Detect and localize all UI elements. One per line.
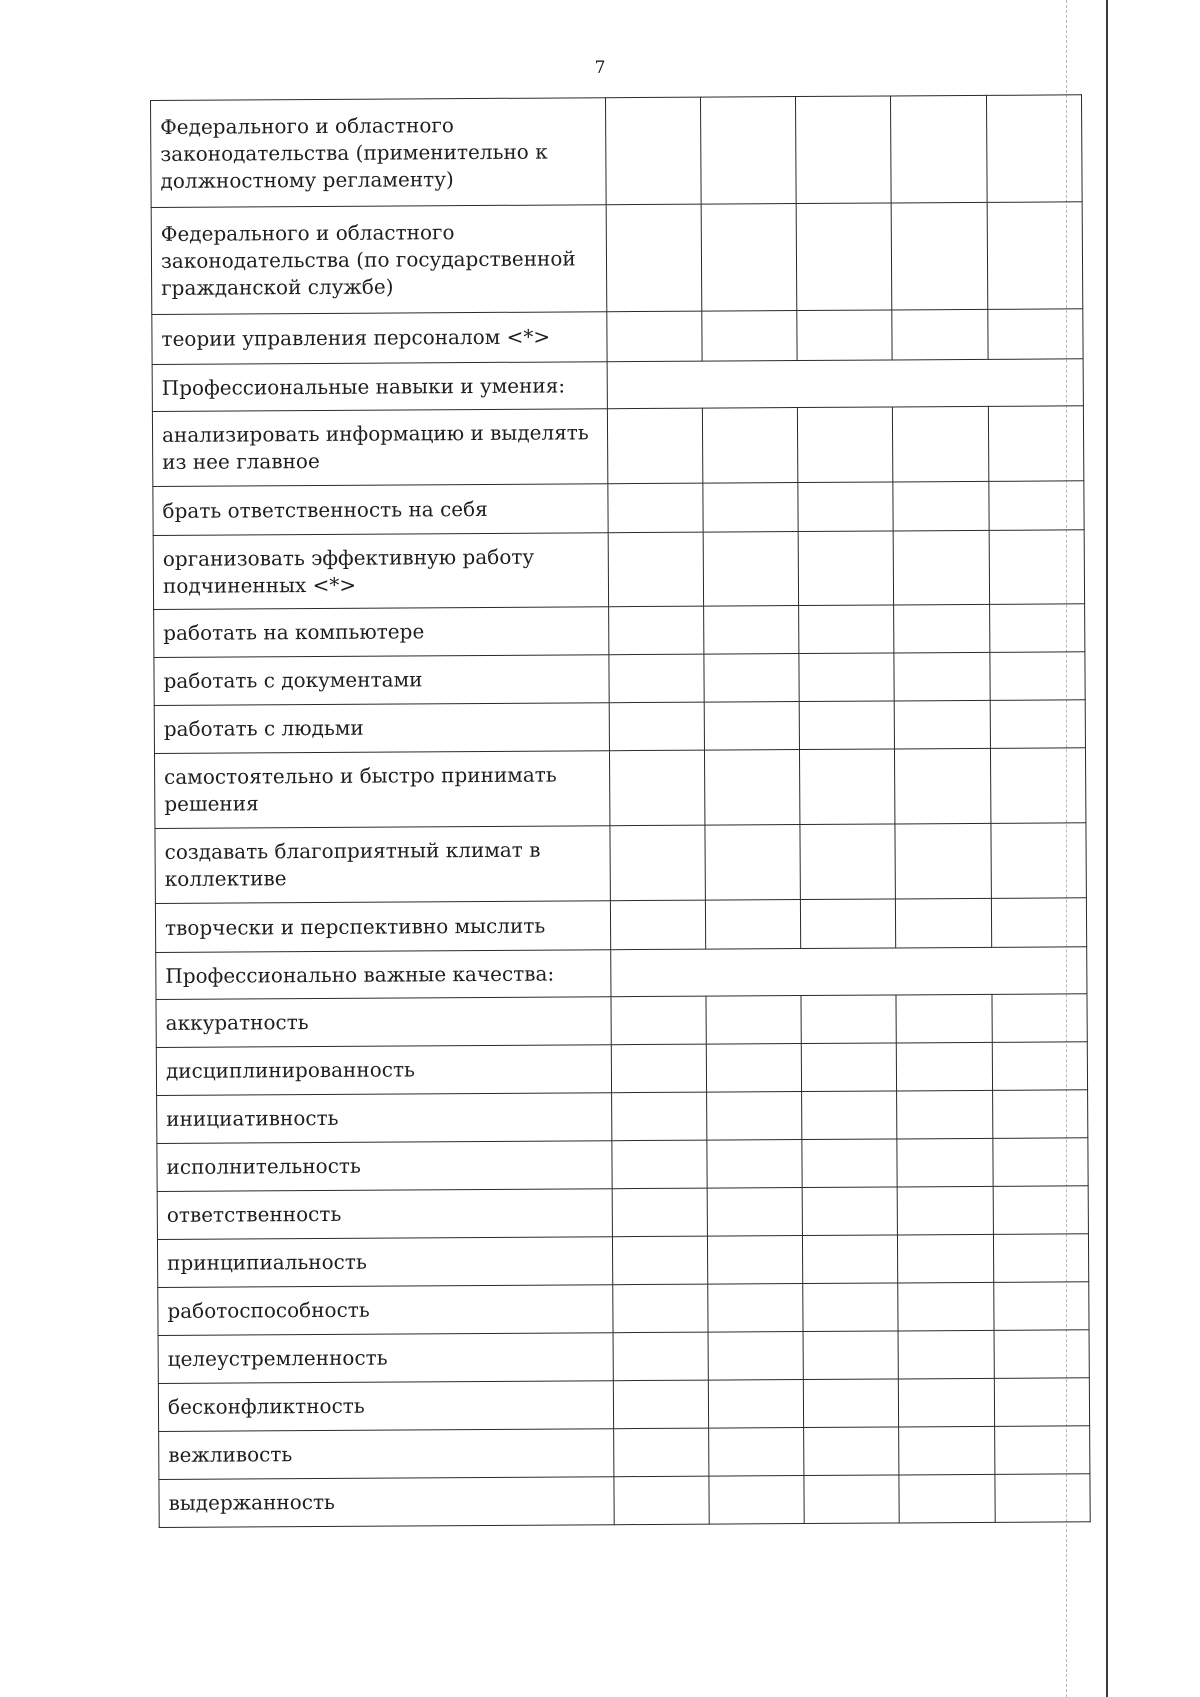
criterion-label: анализировать информацию и выделять из нее главное [152, 409, 607, 487]
rating-cell[interactable] [803, 1331, 899, 1380]
rating-cell[interactable] [898, 1186, 994, 1235]
section-heading: Профессиональные навыки и умения: [152, 362, 607, 412]
rating-cell[interactable] [605, 97, 701, 205]
rating-cell[interactable] [799, 701, 895, 750]
assessment-table-body [151, 95, 1091, 1528]
rating-cell[interactable] [612, 1188, 708, 1237]
criterion-label: Федерального и областного законодательства (применительно к должностному регламенту) [151, 98, 606, 208]
table-row [156, 1042, 1087, 1096]
rating-cell[interactable] [607, 483, 703, 533]
rating-cell[interactable] [800, 824, 896, 900]
table-row [154, 748, 1085, 829]
rating-cell[interactable] [703, 532, 799, 607]
rating-cell[interactable] [706, 1092, 802, 1141]
rating-cell[interactable] [797, 310, 893, 361]
rating-cell[interactable] [701, 204, 797, 312]
rating-cell[interactable] [990, 700, 1086, 749]
rating-cell[interactable] [607, 408, 703, 484]
table-row [151, 95, 1083, 208]
table-row [157, 1234, 1088, 1288]
page-number: 7 [594, 58, 606, 78]
rating-cell[interactable] [613, 1428, 709, 1477]
rating-cell[interactable] [799, 605, 895, 654]
table-row [158, 1330, 1089, 1384]
rating-cell[interactable] [994, 1426, 1090, 1475]
table-row [154, 604, 1085, 658]
rating-cell[interactable] [703, 606, 799, 655]
rating-cell[interactable] [995, 1474, 1091, 1523]
rating-cell[interactable] [989, 604, 1085, 653]
table-row [159, 1426, 1090, 1480]
rating-cell[interactable] [893, 406, 989, 482]
rating-cell[interactable] [706, 996, 802, 1045]
criterion-label: вежливость [159, 1429, 614, 1480]
rating-cell[interactable] [802, 1187, 898, 1236]
rating-cell[interactable] [803, 1235, 899, 1284]
criterion-label: принципиальность [157, 1237, 612, 1288]
table-row [158, 1378, 1089, 1432]
rating-cell[interactable] [897, 1090, 993, 1139]
criterion-label: организовать эффективную работу подчиненных <*> [153, 533, 608, 610]
rating-cell[interactable] [608, 606, 704, 655]
rating-cell[interactable] [804, 1427, 900, 1476]
rating-cell[interactable] [705, 825, 801, 901]
rating-cell[interactable] [894, 530, 990, 605]
rating-cell[interactable] [992, 1090, 1088, 1139]
table-row [158, 1282, 1089, 1336]
rating-cell[interactable] [804, 1475, 900, 1524]
assessment-table [150, 94, 1091, 1528]
rating-cell[interactable] [896, 994, 992, 1043]
rating-cell[interactable] [608, 654, 704, 703]
rating-cell[interactable] [895, 700, 991, 749]
rating-cell[interactable] [611, 1044, 707, 1093]
rating-cell[interactable] [994, 1330, 1090, 1379]
rating-cell[interactable] [608, 532, 704, 607]
rating-cell[interactable] [803, 1283, 899, 1332]
criterion-label: работоспособность [158, 1285, 613, 1336]
criterion-label: исполнительность [157, 1141, 612, 1192]
rating-cell[interactable] [894, 652, 990, 701]
rating-cell[interactable] [707, 1140, 803, 1189]
table-row [159, 1474, 1090, 1528]
rating-cell[interactable] [611, 996, 707, 1045]
section-heading: Профессионально важные качества: [156, 950, 611, 1000]
rating-cell[interactable] [708, 1332, 804, 1381]
criterion-label: инициативность [157, 1093, 612, 1144]
rating-cell[interactable] [610, 825, 706, 901]
rating-cell[interactable] [801, 1043, 897, 1092]
rating-cell[interactable] [897, 1138, 993, 1187]
rating-cell[interactable] [606, 311, 702, 362]
rating-cell[interactable] [987, 309, 1083, 360]
rating-cell[interactable] [702, 311, 798, 362]
rating-cell[interactable] [611, 1140, 707, 1189]
rating-cell[interactable] [899, 1378, 995, 1427]
rating-cell[interactable] [708, 1284, 804, 1333]
rating-cell[interactable] [896, 898, 992, 948]
rating-cell[interactable] [801, 995, 897, 1044]
rating-cell[interactable] [989, 530, 1085, 605]
rating-cell[interactable] [990, 748, 1086, 824]
rating-cell[interactable] [993, 1282, 1089, 1331]
table-row [153, 481, 1084, 536]
rating-cell[interactable] [798, 482, 894, 532]
rating-cell[interactable] [898, 1282, 994, 1331]
rating-cell[interactable] [606, 204, 702, 312]
criterion-label: целеустремленность [158, 1333, 613, 1384]
table-row [156, 994, 1087, 1048]
rating-cell[interactable] [993, 1234, 1089, 1283]
rating-cell[interactable] [609, 750, 705, 826]
rating-cell[interactable] [994, 1378, 1090, 1427]
rating-cell[interactable] [706, 1044, 802, 1093]
rating-cell[interactable] [894, 604, 990, 653]
rating-cell[interactable] [704, 654, 800, 703]
rating-cell[interactable] [611, 1092, 707, 1141]
criterion-label: выдержанность [159, 1477, 614, 1528]
rating-cell[interactable] [898, 1234, 994, 1283]
criterion-label: работать с документами [154, 655, 609, 706]
criterion-label: Федерального и областного законодательства (по государственной гражданской службе) [151, 205, 606, 315]
rating-cell[interactable] [708, 1380, 804, 1429]
rating-cell[interactable] [612, 1236, 708, 1285]
table-row [155, 823, 1086, 904]
rating-cell[interactable] [799, 653, 895, 702]
rating-cell[interactable] [802, 1091, 898, 1140]
rating-cell[interactable] [700, 97, 796, 205]
section-blank-cell [610, 947, 1087, 997]
rating-cell[interactable] [993, 1138, 1089, 1187]
rating-cell[interactable] [707, 1188, 803, 1237]
table-row [157, 1090, 1088, 1144]
criterion-label: ответственность [157, 1189, 612, 1240]
rating-cell[interactable] [802, 1139, 898, 1188]
rating-cell[interactable] [891, 95, 987, 203]
rating-cell[interactable] [992, 1042, 1088, 1091]
rating-cell[interactable] [613, 1476, 709, 1525]
section-blank-cell [607, 359, 1084, 409]
rating-cell[interactable] [613, 1332, 709, 1381]
rating-cell[interactable] [990, 652, 1086, 701]
rating-cell[interactable] [895, 748, 991, 824]
criterion-label: теории управления персоналом <*> [152, 312, 607, 365]
rating-cell[interactable] [702, 408, 798, 484]
rating-cell[interactable] [991, 823, 1087, 899]
table-row [151, 202, 1083, 315]
rating-cell[interactable] [798, 531, 894, 606]
rating-cell[interactable] [991, 898, 1087, 948]
rating-cell[interactable] [899, 1426, 995, 1475]
criterion-label: работать на компьютере [154, 607, 609, 658]
criterion-label: творчески и перспективно мыслить [155, 901, 610, 953]
table-section-row [152, 359, 1083, 412]
rating-cell[interactable] [892, 309, 988, 360]
rating-cell[interactable] [703, 483, 799, 533]
criterion-label: бесконфликтность [158, 1381, 613, 1432]
table-section-row [156, 947, 1087, 1000]
rating-cell[interactable] [798, 407, 894, 483]
rating-cell[interactable] [610, 900, 706, 950]
rating-cell[interactable] [612, 1284, 708, 1333]
criterion-label: аккуратность [156, 997, 611, 1048]
rating-cell[interactable] [707, 1236, 803, 1285]
rating-cell[interactable] [988, 406, 1084, 482]
rating-cell[interactable] [986, 95, 1082, 203]
rating-cell[interactable] [899, 1474, 995, 1523]
page-edge-solid-line [1106, 0, 1108, 1697]
rating-cell[interactable] [893, 481, 989, 531]
criterion-label: брать ответственность на себя [153, 484, 608, 536]
table-row [157, 1138, 1088, 1192]
rating-cell[interactable] [892, 202, 988, 310]
criterion-label: создавать благоприятный климат в коллективе [155, 826, 610, 904]
rating-cell[interactable] [993, 1186, 1089, 1235]
table-row [154, 652, 1085, 706]
rating-cell[interactable] [895, 823, 991, 899]
criterion-label: самостоятельно и быстро принимать решения [154, 751, 609, 829]
criterion-label: дисциплинированность [156, 1045, 611, 1096]
rating-cell[interactable] [800, 749, 896, 825]
rating-cell[interactable] [705, 900, 801, 950]
table-row [152, 406, 1083, 487]
rating-cell[interactable] [609, 702, 705, 751]
rating-cell[interactable] [704, 750, 800, 826]
rating-cell[interactable] [989, 481, 1085, 531]
rating-cell[interactable] [708, 1428, 804, 1477]
rating-cell[interactable] [709, 1476, 805, 1525]
rating-cell[interactable] [704, 702, 800, 751]
table-row [157, 1186, 1088, 1240]
rating-cell[interactable] [801, 899, 897, 949]
rating-cell[interactable] [897, 1042, 993, 1091]
rating-cell[interactable] [992, 994, 1088, 1043]
rating-cell[interactable] [898, 1330, 994, 1379]
rating-cell[interactable] [796, 203, 892, 311]
rating-cell[interactable] [803, 1379, 899, 1428]
rating-cell[interactable] [987, 202, 1083, 310]
table-row [153, 530, 1084, 610]
rating-cell[interactable] [613, 1380, 709, 1429]
table-row [155, 898, 1086, 953]
table-row [152, 309, 1083, 365]
criterion-label: работать с людьми [154, 703, 609, 754]
table-row [154, 700, 1085, 754]
rating-cell[interactable] [796, 96, 892, 204]
